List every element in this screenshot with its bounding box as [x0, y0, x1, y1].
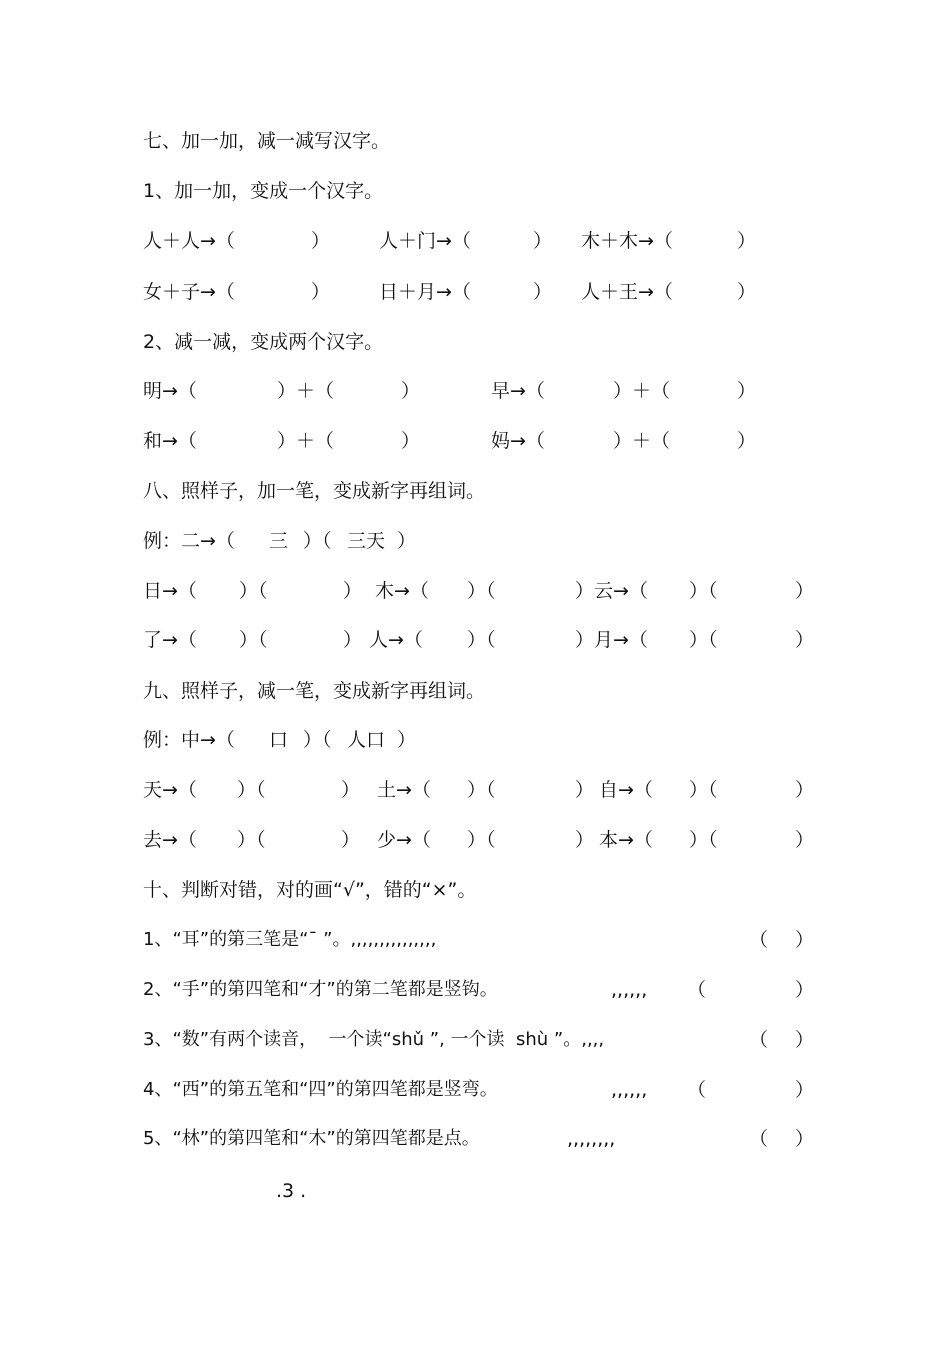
subtract-prompt: 妈→（ — [491, 430, 545, 452]
section-7-heading: 七、加一加，减一减写汉字。 — [143, 130, 391, 152]
bracket-close: ） — [737, 230, 757, 252]
bracket-mid: ）（ — [237, 829, 266, 851]
answer-bracket-close: ） — [795, 1079, 815, 1101]
section-7-part2-title: 2、减一减，变成两个汉字。 — [143, 331, 384, 353]
bracket-mid: ）（ — [237, 779, 266, 801]
add-row-2 — [143, 279, 783, 305]
answer-bracket-close: ） — [795, 929, 815, 951]
answer-bracket-close: ） — [795, 1029, 815, 1051]
subtract-prompt: 明→（ — [143, 380, 197, 402]
char-prompt: 少→（ — [377, 829, 431, 851]
bracket-mid: ）（ — [467, 779, 496, 801]
page-number: .3 . — [276, 1180, 307, 1202]
example-close: ） — [397, 729, 417, 751]
judgement-dots: ,,,,,, — [611, 1079, 648, 1101]
bracket-plus: ）＋（ — [613, 430, 671, 452]
section-9-heading: 九、照样子，减一笔，变成新字再组词。 — [143, 680, 486, 702]
char-prompt: 本→（ — [599, 829, 653, 851]
remove-stroke-row-1 — [143, 777, 823, 803]
bracket-close: ） — [533, 230, 553, 252]
bracket-mid: ）（ — [239, 580, 268, 602]
bracket-close-char: ）云→（ — [575, 580, 648, 602]
bracket-close: ） — [795, 829, 815, 851]
bracket-close: ） — [575, 779, 595, 801]
judgement-text: 5、“林”的第四笔和“木”的第四笔都是点。 — [143, 1128, 480, 1149]
answer-bracket-open: （ — [687, 1079, 707, 1101]
subtract-prompt: 和→（ — [143, 430, 197, 452]
bracket-mid: ）（ — [467, 629, 496, 651]
bracket-close: ） — [737, 281, 757, 303]
judgement-text: 2、“手”的第四笔和“才”的第二笔都是竖钩。 — [143, 979, 498, 1000]
example-word: 人口 — [347, 729, 386, 751]
add-prompt: 人＋人→（ — [143, 230, 235, 252]
bracket-close: ） — [795, 629, 815, 651]
judgement-item-1 — [143, 927, 823, 953]
bracket-mid: ）（ — [467, 580, 496, 602]
char-prompt: 天→（ — [143, 779, 197, 801]
bracket-mid: ）（ — [689, 829, 718, 851]
answer-bracket-open: （ — [749, 1128, 769, 1150]
bracket-mid: ）（ — [689, 779, 718, 801]
bracket-plus: ）＋（ — [613, 380, 671, 402]
bracket-close-char: ）月→（ — [575, 629, 648, 651]
char-prompt: 土→（ — [377, 779, 431, 801]
example-close: ） — [397, 530, 417, 552]
bracket-mid: ）（ — [239, 629, 268, 651]
char-prompt: 去→（ — [143, 829, 197, 851]
example-bracket: ）（ — [303, 530, 332, 552]
bracket-mid: ）（ — [467, 829, 496, 851]
remove-stroke-row-2 — [143, 827, 823, 853]
add-stroke-row-2 — [143, 627, 823, 653]
bracket-close: ） — [401, 380, 421, 402]
judgement-item-5 — [143, 1126, 823, 1152]
section-8-heading: 八、照样子，加一笔，变成新字再组词。 — [143, 480, 486, 502]
bracket-mid: ）（ — [689, 580, 718, 602]
example-char: 口 — [269, 729, 289, 751]
judgement-text: 4、“西”的第五笔和“四”的第四笔都是竖弯。 — [143, 1079, 498, 1100]
section-9-example — [143, 727, 443, 753]
add-row-1 — [143, 228, 783, 254]
bracket-close: ） — [737, 380, 757, 402]
example-word: 三天 — [347, 530, 386, 552]
bracket-close: ） — [795, 580, 815, 602]
char-prompt: 日→（ — [143, 580, 197, 602]
bracket-close: ） — [533, 281, 553, 303]
bracket-close: ） — [311, 230, 331, 252]
answer-bracket-open: （ — [687, 979, 707, 1001]
judgement-item-2 — [143, 977, 823, 1003]
char-prompt: 自→（ — [599, 779, 653, 801]
add-stroke-row-1 — [143, 578, 823, 604]
answer-bracket-close: ） — [795, 979, 815, 1001]
bracket-close: ） — [401, 430, 421, 452]
bracket-close: ） — [341, 829, 361, 851]
bracket-plus: ）＋（ — [277, 380, 335, 402]
example-char: 三 — [269, 530, 289, 552]
example-prompt: 例：中→（ — [143, 729, 235, 751]
bracket-close: ） — [343, 580, 363, 602]
section-10-heading: 十、判断对错，对的画“√”，错的“×”。 — [143, 879, 477, 901]
example-prompt: 例：二→（ — [143, 530, 235, 552]
judgement-text: 3、“数”有两个读音， 一个读“shǔ ”, 一个读 shù ”。,,,, — [143, 1029, 605, 1050]
bracket-close: ） — [341, 779, 361, 801]
char-prompt: 人→（ — [369, 629, 423, 651]
subtract-row-1 — [143, 378, 783, 404]
answer-bracket-close: ） — [795, 1128, 815, 1150]
judgement-dots: ,,,,,, — [611, 979, 648, 1001]
bracket-close: ） — [311, 281, 331, 303]
answer-bracket-open: （ — [749, 1029, 769, 1051]
bracket-plus: ）＋（ — [277, 430, 335, 452]
add-prompt: 女＋子→（ — [143, 281, 235, 303]
add-prompt: 日＋月→（ — [379, 281, 471, 303]
bracket-close: ） — [795, 779, 815, 801]
bracket-close: ） — [343, 629, 363, 651]
section-7-part1-title: 1、加一加，变成一个汉字。 — [143, 180, 384, 202]
answer-bracket-open: （ — [749, 929, 769, 951]
judgement-text: 1、“耳”的第三笔是“ˉ ”。,,,,,,,,,,,,,,, — [143, 929, 437, 950]
char-prompt: 木→（ — [375, 580, 429, 602]
add-prompt: 人＋门→（ — [379, 230, 471, 252]
subtract-prompt: 早→（ — [491, 380, 545, 402]
section-8-example — [143, 528, 443, 554]
judgement-item-3 — [143, 1027, 823, 1053]
judgement-item-4 — [143, 1077, 823, 1103]
add-prompt: 木＋木→（ — [581, 230, 673, 252]
judgement-dots: ,,,,,,,, — [567, 1128, 616, 1150]
example-bracket: ）（ — [303, 729, 332, 751]
bracket-mid: ）（ — [689, 629, 718, 651]
char-prompt: 了→（ — [143, 629, 197, 651]
bracket-close: ） — [575, 829, 595, 851]
subtract-row-2 — [143, 428, 783, 454]
bracket-close: ） — [737, 430, 757, 452]
add-prompt: 人＋王→（ — [581, 281, 673, 303]
